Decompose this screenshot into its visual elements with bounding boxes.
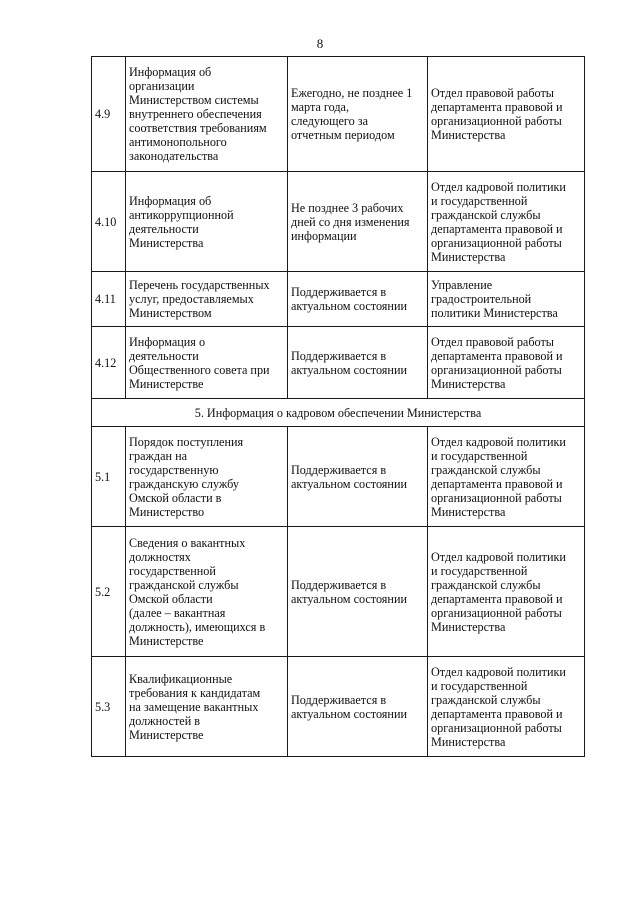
term-cell: Поддерживается в актуальном состоянии (288, 657, 428, 757)
responsible-cell: Отдел кадровой политики и государственной гражданской службы департамента правовой и организационной работы Министерства (428, 527, 585, 657)
document-table (91, 56, 585, 757)
table-row (92, 657, 585, 757)
term-cell: Поддерживается в актуальном состоянии (288, 327, 428, 399)
term-cell: Поддерживается в актуальном состоянии (288, 427, 428, 527)
section-header-row (92, 399, 585, 427)
row-number: 5.1 (92, 427, 126, 527)
page-number: 8 (316, 36, 324, 51)
term-cell: Ежегодно, не позднее 1 марта года, следующего за отчетным периодом (288, 57, 428, 172)
row-number: 5.3 (92, 657, 126, 757)
table-row (92, 57, 585, 172)
term-cell: Не позднее 3 рабочих дней со дня изменения информации (288, 172, 428, 272)
info-cell: Порядок поступления граждан на государственную гражданскую службу Омской области в Министерство (126, 427, 288, 527)
info-cell: Информация об организации Министерством системы внутреннего обеспечения соответствия требованиям антимонопольного законодательства (126, 57, 288, 172)
row-number: 4.9 (92, 57, 126, 172)
responsible-cell: Отдел правовой работы департамента правовой и организационной работы Министерства (428, 327, 585, 399)
info-cell: Информация о деятельности Общественного совета при Министерстве (126, 327, 288, 399)
term-cell: Поддерживается в актуальном состоянии (288, 527, 428, 657)
responsible-cell: Отдел кадровой политики и государственной гражданской службы департамента правовой и организационной работы Министерства (428, 657, 585, 757)
info-cell: Квалификационные требования к кандидатам на замещение вакантных должностей в Министерстве (126, 657, 288, 757)
section-title: 5. Информация о кадровом обеспечении Министерства (92, 399, 585, 427)
table-row (92, 272, 585, 327)
table-row (92, 172, 585, 272)
info-cell: Сведения о вакантных должностях государственной гражданской службы Омской области (далее – вакантная должность), имеющихся в Министерстве (126, 527, 288, 657)
row-number: 5.2 (92, 527, 126, 657)
row-number: 4.12 (92, 327, 126, 399)
table-row (92, 427, 585, 527)
row-number: 4.10 (92, 172, 126, 272)
responsible-cell: Отдел кадровой политики и государственной гражданской службы департамента правовой и организационной работы Министерства (428, 427, 585, 527)
row-number: 4.11 (92, 272, 126, 327)
responsible-cell: Отдел кадровой политики и государственной гражданской службы департамента правовой и организационной работы Министерства (428, 172, 585, 272)
table-row (92, 527, 585, 657)
table-row (92, 327, 585, 399)
responsible-cell: Отдел правовой работы департамента правовой и организационной работы Министерства (428, 57, 585, 172)
responsible-cell: Управление градостроительной политики Министерства (428, 272, 585, 327)
info-cell: Информация об антикоррупционной деятельности Министерства (126, 172, 288, 272)
info-cell: Перечень государственных услуг, предоставляемых Министерством (126, 272, 288, 327)
term-cell: Поддерживается в актуальном состоянии (288, 272, 428, 327)
